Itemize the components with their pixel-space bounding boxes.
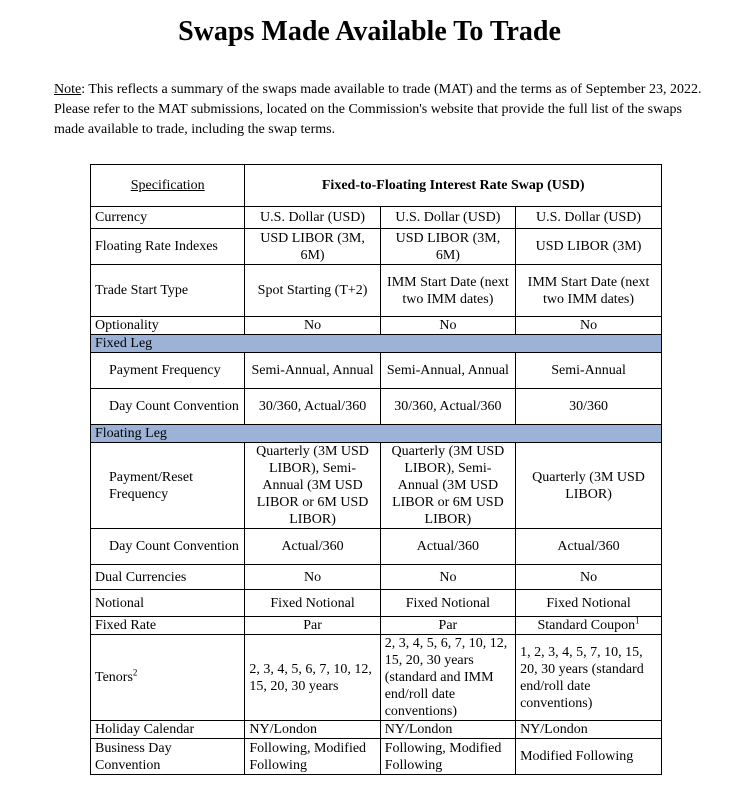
- cell: Par: [245, 617, 380, 635]
- table-row-currency: [91, 207, 662, 229]
- row-label: Floating Rate Indexes: [91, 229, 245, 265]
- row-label: Holiday Calendar: [91, 721, 245, 739]
- cell: USD LIBOR (3M): [516, 229, 662, 265]
- cell: Fixed Notional: [516, 590, 662, 617]
- row-label: Business Day Convention: [91, 739, 245, 775]
- cell: Quarterly (3M USD LIBOR), Semi-Annual (3M USD LIBOR or 6M USD LIBOR): [380, 443, 515, 529]
- table-row-trade-start-type: [91, 265, 662, 317]
- table-row-optionality: [91, 317, 662, 335]
- cell: U.S. Dollar (USD): [380, 207, 515, 229]
- table-row-fixed-day-count: [91, 389, 662, 425]
- note-label: Note: [54, 82, 82, 97]
- cell: Quarterly (3M USD LIBOR), Semi-Annual (3M USD LIBOR or 6M USD LIBOR): [245, 443, 380, 529]
- footnote-marker: 1: [635, 615, 640, 626]
- row-label: Payment/Reset Frequency: [91, 443, 245, 529]
- section-label: Floating Leg: [91, 425, 662, 443]
- row-label: Optionality: [91, 317, 245, 335]
- cell: IMM Start Date (next two IMM dates): [380, 265, 515, 317]
- note-paragraph: [54, 80, 704, 140]
- cell: 1, 2, 3, 4, 5, 7, 10, 15, 20, 30 years (standard end/roll date conventions): [516, 635, 662, 721]
- cell: Quarterly (3M USD LIBOR): [516, 443, 662, 529]
- cell: No: [380, 565, 515, 590]
- table-row-dual-currencies: [91, 565, 662, 590]
- header-swap-type: Fixed-to-Floating Interest Rate Swap (USD): [245, 165, 662, 207]
- row-label: Day Count Convention: [91, 529, 245, 565]
- cell: No: [380, 317, 515, 335]
- cell: Semi-Annual, Annual: [245, 353, 380, 389]
- table-row-holiday-calendar: [91, 721, 662, 739]
- cell: U.S. Dollar (USD): [245, 207, 380, 229]
- cell: NY/London: [245, 721, 380, 739]
- cell: Fixed Notional: [245, 590, 380, 617]
- table-row-notional: [91, 590, 662, 617]
- row-label: Payment Frequency: [91, 353, 245, 389]
- cell: No: [245, 565, 380, 590]
- header-specification: Specification: [91, 165, 245, 207]
- table-row-tenors: [91, 635, 662, 721]
- row-label: Currency: [91, 207, 245, 229]
- swaps-table: [90, 164, 662, 775]
- cell: NY/London: [516, 721, 662, 739]
- table-row-payment-reset-frequency: [91, 443, 662, 529]
- cell: U.S. Dollar (USD): [516, 207, 662, 229]
- cell: Modified Following: [516, 739, 662, 775]
- footnote-marker: 2: [132, 667, 138, 678]
- row-label: Dual Currencies: [91, 565, 245, 590]
- section-floating-leg: [91, 425, 662, 443]
- table-row-floating-rate-indexes: [91, 229, 662, 265]
- note-text: : This reflects a summary of the swaps made available to trade (MAT) and the terms as of September 23, 2022. Please refer to the MAT submissions, located on the Commission's website that provide the full list of the swaps made available to trade, including the swap terms.: [54, 82, 702, 137]
- cell: Actual/360: [245, 529, 380, 565]
- section-label: Fixed Leg: [91, 335, 662, 353]
- cell: Following, Modified Following: [245, 739, 380, 775]
- row-label-tenors: [91, 635, 245, 721]
- section-fixed-leg: [91, 335, 662, 353]
- cell: 30/360, Actual/360: [245, 389, 380, 425]
- cell: 30/360: [516, 389, 662, 425]
- row-label: Tenors: [95, 670, 133, 685]
- table-row-fixed-payment-frequency: [91, 353, 662, 389]
- cell: Semi-Annual, Annual: [380, 353, 515, 389]
- table-row-fixed-rate: [91, 617, 662, 635]
- cell-standard-coupon: [516, 617, 662, 635]
- table-header-row: [91, 165, 662, 207]
- cell: 2, 3, 4, 5, 6, 7, 10, 12, 15, 20, 30 years: [245, 635, 380, 721]
- row-label: Trade Start Type: [91, 265, 245, 317]
- table-row-business-day-convention: [91, 739, 662, 775]
- cell: USD LIBOR (3M, 6M): [380, 229, 515, 265]
- cell: Spot Starting (T+2): [245, 265, 380, 317]
- cell: 2, 3, 4, 5, 6, 7, 10, 12, 15, 20, 30 years (standard and IMM end/roll date conventions): [380, 635, 515, 721]
- cell: Par: [380, 617, 515, 635]
- cell-text: Standard Coupon: [537, 618, 636, 633]
- cell: 30/360, Actual/360: [380, 389, 515, 425]
- table-row-floating-day-count: [91, 529, 662, 565]
- cell: No: [516, 565, 662, 590]
- cell: Fixed Notional: [380, 590, 515, 617]
- cell: IMM Start Date (next two IMM dates): [516, 265, 662, 317]
- row-label: Notional: [91, 590, 245, 617]
- cell: No: [245, 317, 380, 335]
- cell: NY/London: [380, 721, 515, 739]
- cell: USD LIBOR (3M, 6M): [245, 229, 380, 265]
- cell: Semi-Annual: [516, 353, 662, 389]
- row-label: Day Count Convention: [91, 389, 245, 425]
- page-title: Swaps Made Available To Trade: [178, 16, 561, 47]
- cell: Following, Modified Following: [380, 739, 515, 775]
- cell: Actual/360: [516, 529, 662, 565]
- cell: Actual/360: [380, 529, 515, 565]
- cell: No: [516, 317, 662, 335]
- row-label: Fixed Rate: [91, 617, 245, 635]
